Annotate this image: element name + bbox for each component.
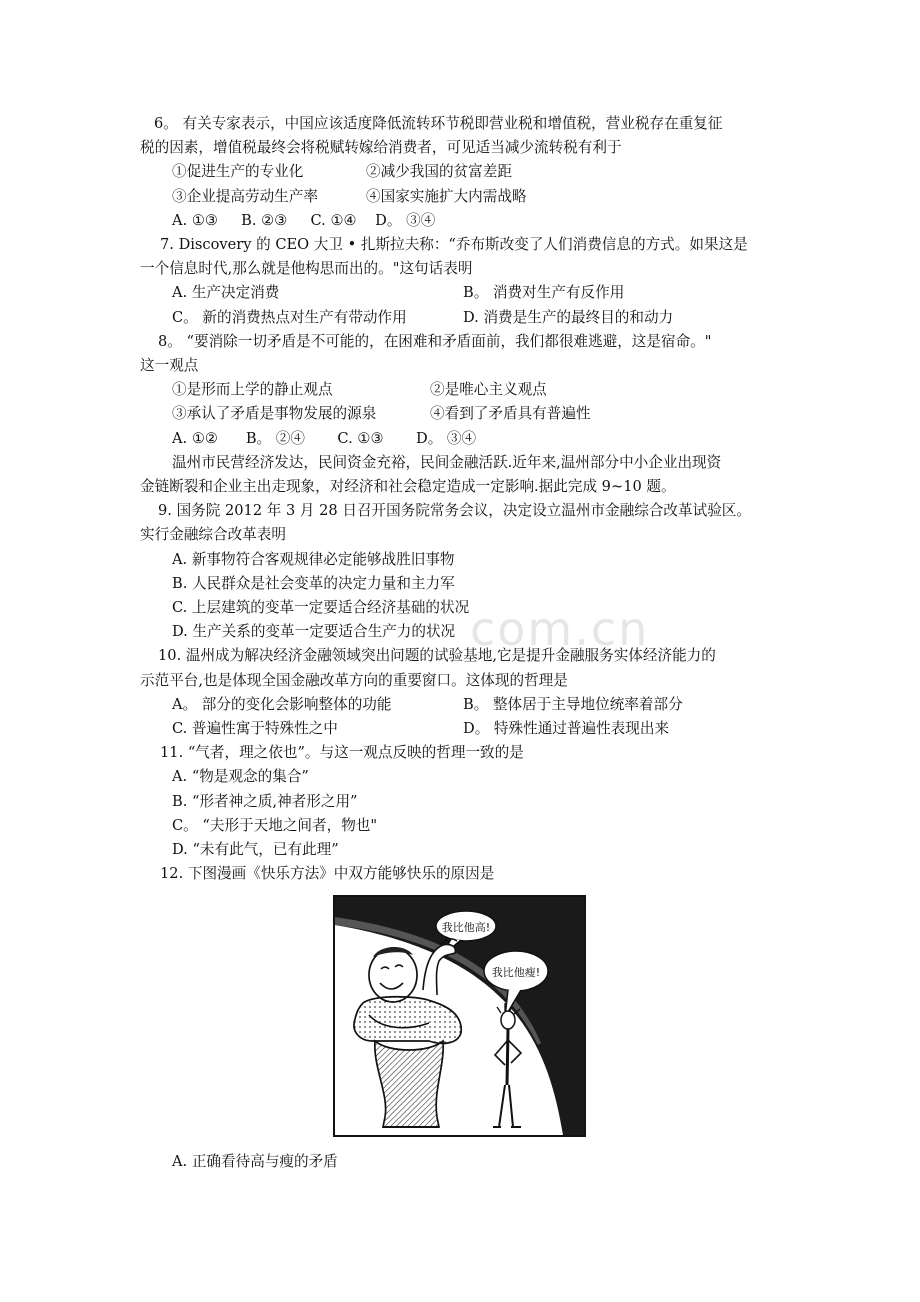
q7-stem-line2: 一个信息时代,那么就是他构思而出的。"这句话表明 bbox=[140, 260, 473, 278]
q10-stem-line1: 10. 温州成为解决经济金融领域突出问题的试验基地,它是提升金融服务实体经济能力的 bbox=[158, 647, 716, 665]
q9-option-c: C. 上层建筑的变革一定要适合经济基础的状况 bbox=[172, 599, 470, 617]
q11-option-a: A. “物是观念的集合” bbox=[172, 768, 309, 786]
q10-option-a: A。 部分的变化会影响整体的功能 bbox=[172, 695, 392, 713]
q8-item1: ①是形而上学的静止观点 bbox=[172, 381, 333, 399]
watermark: com.cn bbox=[470, 602, 650, 656]
q11-option-d: D. “未有此气，已有此理” bbox=[172, 841, 339, 859]
q10-options-row2 bbox=[140, 717, 785, 741]
q7-options-row1 bbox=[140, 281, 785, 305]
q8-item3: ③承认了矛盾是事物发展的源泉 bbox=[172, 405, 377, 423]
q11-option-c: C。 “夫形于天地之间者，物也" bbox=[172, 816, 378, 834]
bubble-left-text: 我比他高! bbox=[441, 921, 491, 934]
cartoon-image bbox=[333, 895, 586, 1137]
q7-option-a: A. 生产决定消费 bbox=[172, 284, 280, 302]
material-line2: 金链断裂和企业主出走现象，对经济和社会稳定造成一定影响.据此完成 9~10 题。 bbox=[140, 478, 676, 496]
q8-item4: ④看到了矛盾具有普遍性 bbox=[430, 405, 591, 423]
q8-stem-line1: 8。 “要消除一切矛盾是不可能的，在困难和矛盾面前，我们都很难逃避，这是宿命。" bbox=[158, 332, 712, 350]
q7-options-row2 bbox=[140, 306, 785, 330]
q12-stem: 12. 下图漫画《快乐方法》中双方能够快乐的原因是 bbox=[160, 865, 495, 883]
q6-item4: ④国家实施扩大内需战略 bbox=[366, 187, 527, 205]
q6-items-row1 bbox=[140, 160, 785, 184]
q11-stem: 11. “气者，理之依也”。与这一观点反映的哲理一致的是 bbox=[160, 744, 524, 762]
fat-figure-body bbox=[375, 1041, 443, 1127]
q7-option-d: D. 消费是生产的最终目的和动力 bbox=[463, 308, 674, 326]
q6-item2: ②减少我国的贫富差距 bbox=[366, 163, 512, 181]
q12-option-a: A. 正确看待高与瘦的矛盾 bbox=[172, 1153, 338, 1170]
q10-option-d: D。 特殊性通过普遍性表现出来 bbox=[463, 720, 670, 738]
q9-stem-line1: 9. 国务院 2012 年 3 月 28 日召开国务院常务会议，决定设立温州市金融综合改革试验区。 bbox=[158, 502, 751, 520]
q6-item1: ①促进生产的专业化 bbox=[172, 163, 304, 181]
q8-stem-line2: 这一观点 bbox=[140, 357, 199, 375]
q6-stem-line2: 税的因素，增值税最终会将税赋转嫁给消费者，可见适当减少流转税有利于 bbox=[140, 139, 622, 157]
q9-option-d: D. 生产关系的变革一定要适合生产力的状况 bbox=[172, 623, 456, 641]
material-line1: 温州市民营经济发达，民间资金充裕，民间金融活跃.近年来,温州部分中小企业出现资 bbox=[172, 453, 722, 471]
q10-option-c: C. 普遍性寓于特殊性之中 bbox=[172, 720, 338, 738]
q8-options: A. ①② B。 ②④ C. ①③ D。 ③④ bbox=[172, 429, 477, 447]
q8-items-row2 bbox=[140, 402, 785, 426]
q6-stem-line1: 6。 有关专家表示，中国应该适度降低流转环节税即营业税和增值税，营业税存在重复征 bbox=[154, 115, 723, 132]
questions-content bbox=[140, 112, 785, 887]
q9-option-a: A. 新事物符合客观规律必定能够战胜旧事物 bbox=[172, 550, 455, 568]
q9-option-b: B. 人民群众是社会变革的决定力量和主力军 bbox=[172, 574, 455, 592]
bubble-right-text: 我比他瘦! bbox=[491, 966, 541, 979]
q6-item3: ③企业提高劳动生产率 bbox=[172, 187, 318, 205]
q6-options: A. ①③ B. ②③ C. ①④ D。 ③④ bbox=[172, 211, 436, 229]
q8-item2: ②是唯心主义观点 bbox=[430, 381, 547, 399]
q9-stem-line2: 实行金融综合改革表明 bbox=[140, 526, 286, 544]
q10-options-row1 bbox=[140, 693, 785, 717]
q10-option-b: B。 整体居于主导地位统率着部分 bbox=[463, 695, 683, 713]
q7-option-b: B。 消费对生产有反作用 bbox=[463, 284, 625, 302]
q7-stem-line1: 7. Discovery 的 CEO 大卫 • 扎斯拉夫称：“乔布斯改变了人们消费信息的方式。如果这是 bbox=[160, 236, 748, 254]
q6-items-row2 bbox=[140, 185, 785, 209]
q10-stem-line2: 示范平台,也是体现全国金融改革方向的重要窗口。这体现的哲理是 bbox=[140, 671, 568, 689]
fat-figure-head bbox=[369, 948, 417, 1002]
q8-items-row1 bbox=[140, 378, 785, 402]
q11-option-b: B. “形者神之质,神者形之用” bbox=[172, 792, 358, 810]
q7-option-c: C。 新的消费热点对生产有带动作用 bbox=[172, 308, 407, 326]
